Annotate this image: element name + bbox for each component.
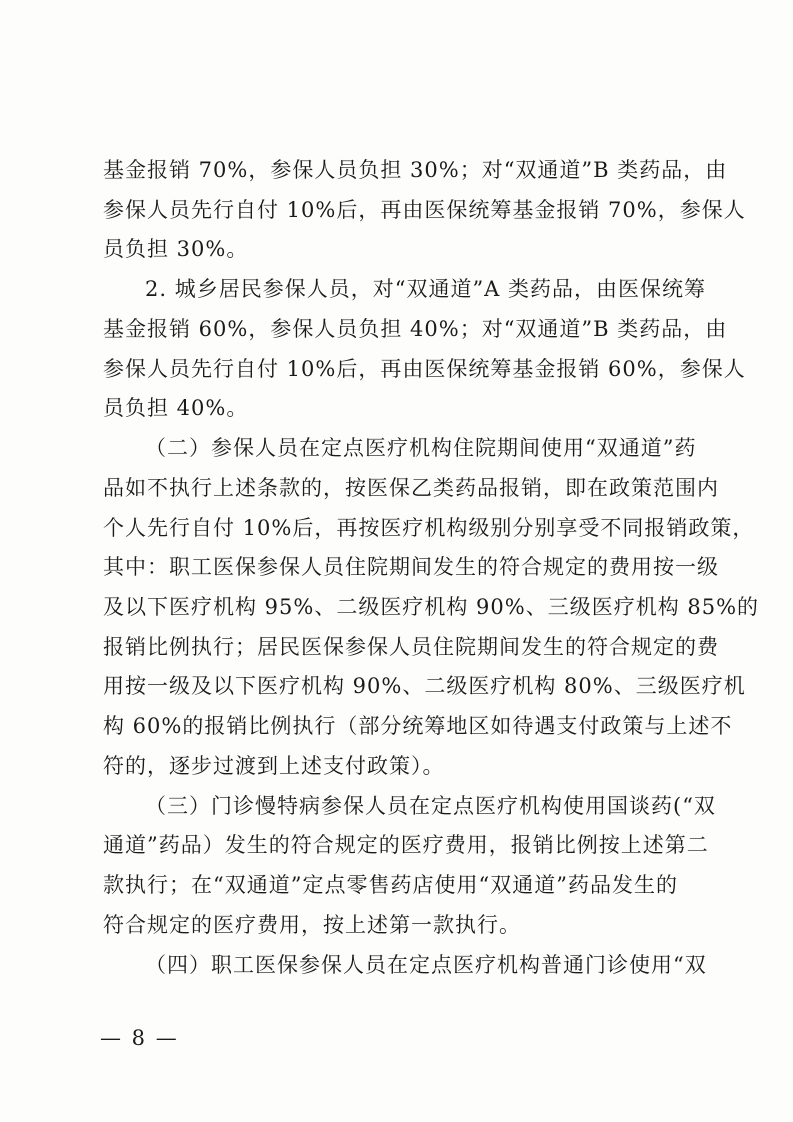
text-line: 构 60%的报销比例执行（部分统筹地区如待遇支付政策与上述不 <box>103 714 733 738</box>
paragraph-first-line: （二）参保人员在定点医疗机构住院期间使用“双通道”药 <box>145 436 697 460</box>
text-line: 基金报销 60%，参保人员负担 40%；对“双通道”B 类药品，由 <box>103 317 728 341</box>
text-line: 符合规定的医疗费用，按上述第一款执行。 <box>103 913 521 937</box>
text-line: 基金报销 70%，参保人员负担 30%；对“双通道”B 类药品，由 <box>103 158 728 182</box>
text-line: 及以下医疗机构 95%、二级医疗机构 90%、三级医疗机构 85%的 <box>103 595 760 619</box>
paragraph-first-line: 2. 城乡居民参保人员，对“双通道”A 类药品，由医保统筹 <box>145 277 707 301</box>
text-line: 员负担 40%。 <box>103 396 249 420</box>
text-line: 员负担 30%。 <box>103 237 249 261</box>
text-line: 通道”药品）发生的符合规定的医疗费用，报销比例按上述第二 <box>103 833 709 857</box>
text-line: 参保人员先行自付 10%后，再由医保统筹基金报销 70%，参保人 <box>103 198 746 222</box>
text-line: 款执行；在“双通道”定点零售药店使用“双通道”药品发生的 <box>103 873 678 897</box>
text-line: 符的，逐步过渡到上述支付政策）。 <box>103 754 445 778</box>
paragraph-first-line: （四）职工医保参保人员在定点医疗机构普通门诊使用“双 <box>145 953 707 977</box>
text-line: 报销比例执行；居民医保参保人员住院期间发生的符合规定的费 <box>103 635 719 659</box>
text-line: 用按一级及以下医疗机构 90%、二级医疗机构 80%、三级医疗机 <box>103 674 746 698</box>
text-line: 其中：职工医保参保人员住院期间发生的符合规定的费用按一级 <box>103 555 719 579</box>
paragraph-first-line: （三）门诊慢特病参保人员在定点医疗机构使用国谈药(“双 <box>145 794 716 818</box>
text-line: 参保人员先行自付 10%后，再由医保统筹基金报销 60%，参保人 <box>103 357 746 381</box>
page-number: — 8 — <box>100 1026 179 1050</box>
text-line: 品如不执行上述条款的，按医保乙类药品报销，即在政策范围内 <box>103 476 719 500</box>
text-line: 个人先行自付 10%后，再按医疗机构级别分别享受不同报销政策， <box>103 516 755 540</box>
